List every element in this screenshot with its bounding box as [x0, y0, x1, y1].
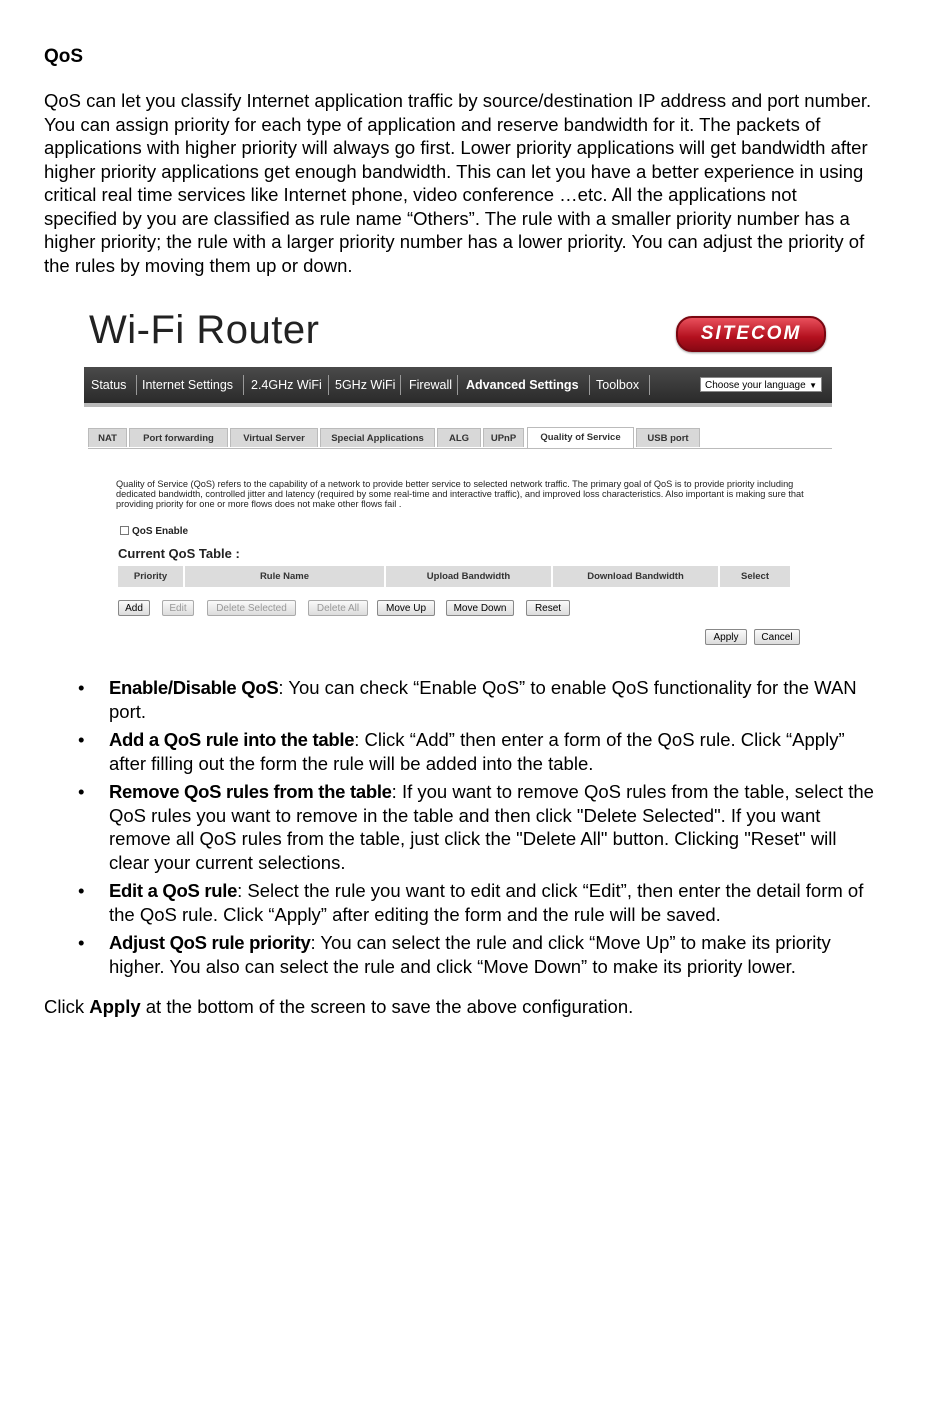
bullet-term: Add a QoS rule into the table	[109, 729, 355, 750]
add-button[interactable]: Add	[118, 600, 150, 616]
router-title: Wi-Fi Router	[89, 308, 320, 352]
qos-table-header	[118, 566, 790, 587]
section-title: QoS	[44, 46, 84, 67]
bullet-icon: •	[78, 677, 85, 698]
bullet-icon: •	[78, 781, 85, 802]
nav-5ghz-wifi[interactable]: 5GHz WiFi	[335, 378, 396, 392]
list-item	[44, 780, 874, 874]
bullet-text: : Click “Add” then enter a form of the QoS rule. Click “Apply” after filling out the form the rule will be added into the table.	[109, 729, 845, 774]
qos-description: Quality of Service (QoS) refers to the capability of a network to provide better service to selected network traffic. The primary goal of QoS is to provide priority including dedicated bandwidth, controlled jitter and latency (required by some real-time and interactive traffic), and improved loss characteristics. Also important is making sure that providing priority for one or more flows does not make other flows fail .	[116, 479, 804, 510]
apply-button[interactable]: Apply	[705, 629, 747, 645]
nav-internet-settings[interactable]: Internet Settings	[142, 378, 234, 392]
tab-quality-of-service[interactable]: Quality of Service	[527, 427, 634, 448]
nav-divider	[400, 375, 401, 395]
main-nav	[84, 367, 832, 407]
qos-enable-row	[120, 526, 188, 537]
list-item	[44, 676, 874, 723]
bullet-icon: •	[78, 729, 85, 750]
tab-upnp[interactable]: UPnP	[483, 428, 524, 447]
tab-nat[interactable]: NAT	[88, 428, 127, 447]
edit-button[interactable]: Edit	[162, 600, 194, 616]
sitecom-logo: SITECOM	[676, 316, 826, 352]
closing-pre: Click	[44, 996, 90, 1017]
language-select[interactable]	[700, 377, 822, 392]
nav-advanced-settings[interactable]: Advanced Settings	[466, 378, 579, 392]
nav-divider	[243, 375, 244, 395]
list-item	[44, 931, 874, 978]
tab-virtual-server[interactable]: Virtual Server	[230, 428, 318, 447]
chevron-down-icon: ▼	[809, 381, 817, 390]
subnav-tabs	[88, 428, 832, 449]
nav-toolbox[interactable]: Toolbox	[596, 378, 640, 392]
nav-24ghz-wifi[interactable]: 2.4GHz WiFi	[251, 378, 322, 392]
column-upload-bandwidth: Upload Bandwidth	[386, 566, 551, 587]
column-priority: Priority	[118, 566, 183, 587]
nav-divider	[589, 375, 590, 395]
bullet-text: : If you want to remove QoS rules from the table, select the QoS rules you want to remove in the table and then click "Delete Selected". If you want remove all QoS rules from the table, just click the "Delete All" button. Clicking "Reset" will clear your current selections.	[109, 781, 874, 873]
bullet-text: : You can check “Enable QoS” to enable QoS functionality for the WAN port.	[109, 677, 857, 722]
bullet-icon: •	[78, 932, 85, 953]
closing-term: Apply	[89, 996, 141, 1017]
qos-enable-label: QoS Enable	[132, 526, 189, 537]
column-download-bandwidth: Download Bandwidth	[553, 566, 718, 587]
qos-table-title: Current QoS Table :	[118, 546, 240, 561]
bullet-term: Adjust QoS rule priority	[109, 932, 311, 953]
nav-divider	[136, 375, 137, 395]
bullet-text: : Select the rule you want to edit and click “Edit”, then enter the detail form of the QoS rule. Click “Apply” after editing the form and the rule will be saved.	[109, 880, 864, 925]
delete-all-button[interactable]: Delete All	[308, 600, 368, 616]
nav-divider	[328, 375, 329, 395]
tab-alg[interactable]: ALG	[437, 428, 481, 447]
bullet-text: : You can select the rule and click “Move Up” to make its priority higher. You also can select the rule and click “Move Down” to make its priority lower.	[109, 932, 831, 977]
list-item	[44, 728, 874, 775]
bullet-icon: •	[78, 880, 85, 901]
reset-button[interactable]: Reset	[526, 600, 570, 616]
column-select: Select	[720, 566, 790, 587]
nav-status[interactable]: Status	[91, 378, 127, 392]
tab-port-forwarding[interactable]: Port forwarding	[129, 428, 228, 447]
router-screenshot	[84, 304, 832, 654]
intro-paragraph: QoS can let you classify Internet application traffic by source/destination IP address and port number. You can assign priority for each type of application and reserve bandwidth for it. The packets of applications with higher priority will always go first. Lower priority applications will get bandwidth after higher priority applications get enough bandwidth. This can let you have a better experience in using critical real time services like Internet phone, video conference …etc. All the applications not specified by you are classified as rule name “Others”. The rule with a smaller priority number has a higher priority; the rule with a larger priority number has a lower priority. You can adjust the priority of the rules by moving them up or down.	[44, 90, 872, 276]
bullet-term: Enable/Disable QoS	[109, 677, 279, 698]
closing-paragraph	[44, 995, 633, 1019]
qos-enable-checkbox[interactable]	[120, 526, 129, 535]
tab-special-applications[interactable]: Special Applications	[320, 428, 435, 447]
closing-post: at the bottom of the screen to save the above configuration.	[140, 996, 634, 1017]
delete-selected-button[interactable]: Delete Selected	[207, 600, 296, 616]
bullet-term: Remove QoS rules from the table	[109, 781, 392, 802]
list-item	[44, 879, 874, 926]
bullet-term: Edit a QoS rule	[109, 880, 238, 901]
cancel-button[interactable]: Cancel	[754, 629, 800, 645]
nav-divider	[457, 375, 458, 395]
nav-firewall[interactable]: Firewall	[409, 378, 453, 392]
move-down-button[interactable]: Move Down	[446, 600, 514, 616]
move-up-button[interactable]: Move Up	[377, 600, 435, 616]
bullet-list	[44, 676, 874, 983]
column-rule-name: Rule Name	[185, 566, 384, 587]
tab-usb-port[interactable]: USB port	[636, 428, 700, 447]
language-select-value: Choose your language	[705, 380, 806, 391]
nav-divider	[649, 375, 650, 395]
